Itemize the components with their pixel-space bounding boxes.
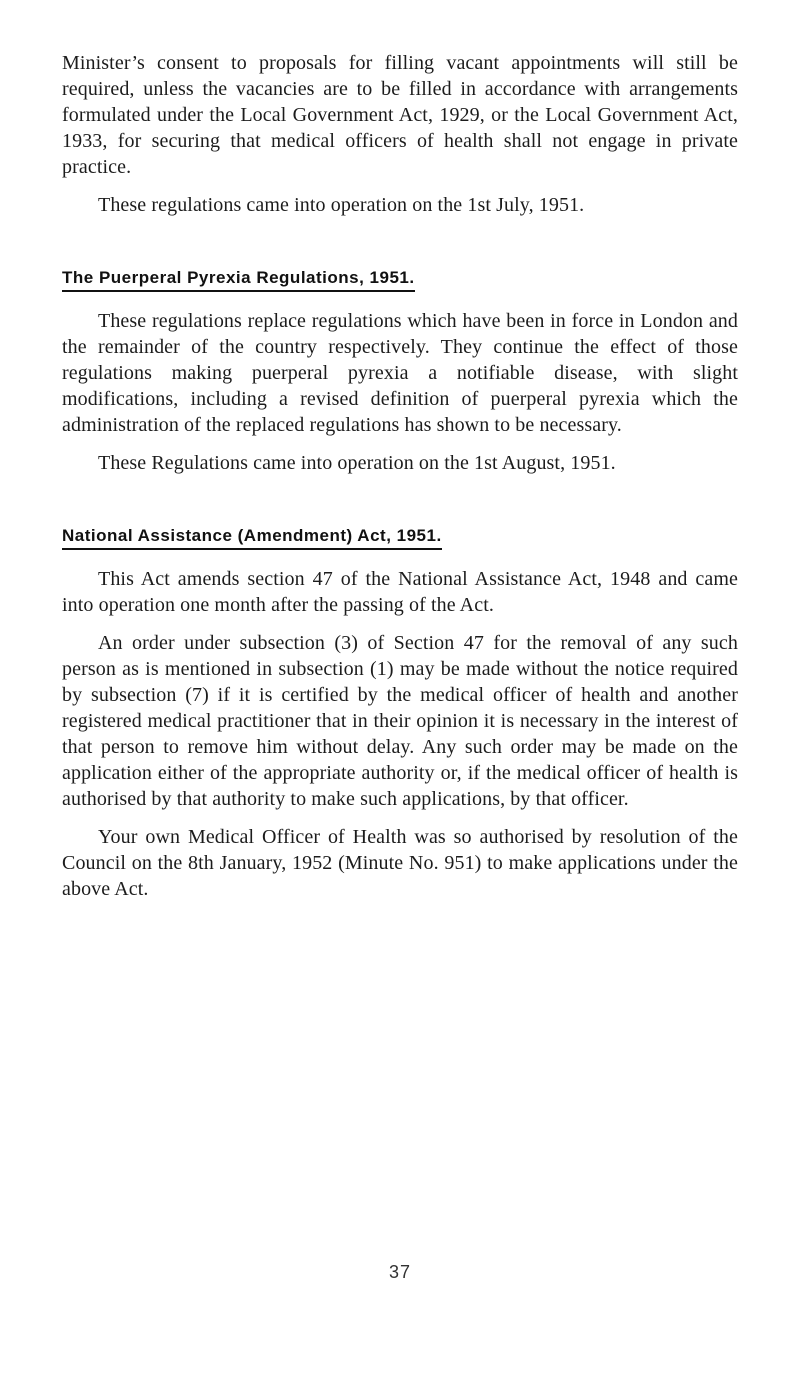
national-assistance-paragraph-1: This Act amends section 47 of the National Assistance Act, 1948 and came into operation one month after the passing of the Act. <box>62 568 738 616</box>
section-heading-wrapper <box>62 498 738 550</box>
national-assistance-paragraph-2: An order under subsection (3) of Section 47 for the removal of any such person as is mentioned in subsection (1) may be made without the notice required by subsection (7) if it is certified by the medical officer of health and another registered medical practitioner that in their opinion it is necessary in the interest of that person to remove him without delay. Any such order may be made on the application either of the appropriate authority or, if the medical officer of health is authorised by that authority to make such applications, by that officer. <box>62 632 738 810</box>
document-page <box>62 50 738 902</box>
section-heading-wrapper <box>62 240 738 292</box>
section-heading-national-assistance: National Assistance (Amendment) Act, 1951. <box>62 525 442 550</box>
puerperal-pyrexia-paragraph: These regulations replace regulations which have been in force in London and the remainder of the country respectively. They continue the effect of those regulations making puerperal pyrexia a notifiable disease, with slight modifications, including a revised definition of puerperal pyrexia which the administration of the replaced regulations has shown to be necessary. <box>62 310 738 436</box>
national-assistance-paragraph-3: Your own Medical Officer of Health was so authorised by resolution of the Council on the 8th January, 1952 (Minute No. 951) to make applications under the above Act. <box>62 826 738 900</box>
intro-operation-date: These regulations came into operation on the 1st July, 1951. <box>98 194 585 216</box>
section-heading-puerperal-pyrexia: The Puerperal Pyrexia Regulations, 1951. <box>62 267 415 292</box>
puerperal-pyrexia-operation-date: These Regulations came into operation on the 1st August, 1951. <box>98 452 616 474</box>
intro-paragraph: Minister’s consent to proposals for filling vacant appointments will still be required, unless the vacancies are to be filled in accordance with arrangements formulated under the Local Government Act, 1929, or the Local Government Act, 1933, for securing that medical officers of health shall not engage in private practice. <box>62 52 738 178</box>
page-number: 37 <box>388 1262 412 1282</box>
